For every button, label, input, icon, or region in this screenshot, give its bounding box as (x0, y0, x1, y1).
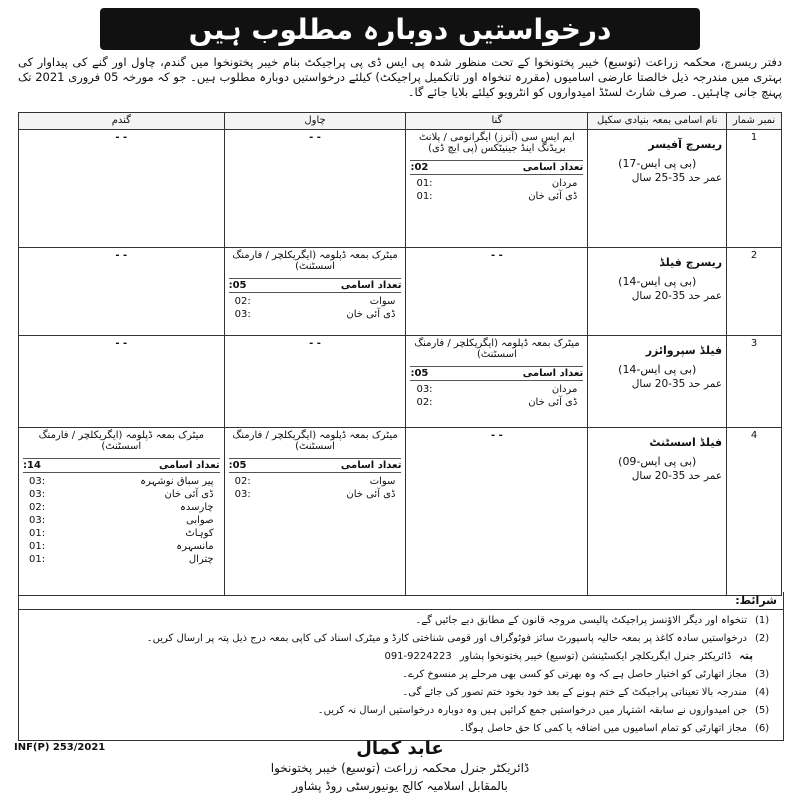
table-header-row (19, 113, 782, 130)
district-name: ڈی آئی خان (528, 397, 578, 408)
district-row (410, 396, 583, 409)
rice-cell (224, 248, 406, 336)
sugarcane-cell (406, 336, 588, 428)
district-row (410, 177, 583, 190)
phone-number: 091-9224223 (384, 651, 452, 662)
row-no: 3 (727, 336, 782, 428)
condition-item (25, 702, 777, 720)
count-value: 05: (228, 460, 247, 471)
post-title: فیلڈ سپروائزر (645, 344, 723, 357)
count-label: تعداد اسامی (522, 368, 584, 379)
post-age: عمر حد 35-20 سال (631, 290, 723, 302)
table-row (19, 130, 782, 248)
inf-reference: INF(P) 253/2021 (14, 742, 106, 753)
post-count (229, 278, 402, 293)
row-no: 4 (727, 428, 782, 596)
district-row (410, 190, 583, 203)
district-row (23, 501, 220, 514)
district-count: 03: (29, 515, 46, 526)
qualification: میٹرک بمعہ ڈپلومہ (ایگریکلچر / فارمنگ اسسٹنٹ) (232, 250, 398, 272)
count-label: تعداد اسامی (159, 460, 220, 471)
condition-text: مجاز اتھارٹی کو تمام اسامیوں میں اضافہ یا کمی کا حق حاصل ہوگا۔ (459, 723, 747, 734)
district-name: مردان (551, 178, 578, 189)
count-value: 14: (23, 460, 41, 471)
row-no: 2 (727, 248, 782, 336)
condition-text: مندرجہ بالا تعیناتی پراجیکٹ کے ختم ہونے کے بعد خود بخود ختم تصور کی جائے گی۔ (402, 687, 747, 698)
qualification: میٹرک بمعہ ڈپلومہ (ایگریکلچر / فارمنگ اسسٹنٹ) (38, 430, 204, 452)
district-name: ڈی آئی خان (164, 489, 214, 500)
rice-cell: - - (224, 130, 406, 248)
table-row (19, 428, 782, 596)
post-count (229, 458, 402, 473)
page-title-banner (100, 8, 700, 50)
vacancy-table (18, 112, 782, 596)
district-name: ڈی آئی خان (346, 489, 396, 500)
district-name: کوہاٹ (185, 528, 214, 539)
count-value: 02: (410, 162, 429, 173)
post-cell (588, 130, 727, 248)
col-header-wheat: گندم (19, 113, 225, 130)
district-row (23, 553, 220, 566)
condition-text: مجاز اتھارٹی کو اختیار حاصل ہے کہ وہ بھرتی کو کسی بھی مرحلے پر منسوخ کرے۔ (402, 669, 747, 680)
row-no: 1 (727, 130, 782, 248)
signatory-name: عابد کمال (356, 738, 444, 759)
post-grade: (بی پی ایس-14) (618, 275, 697, 288)
address-text: ڈائریکٹر جنرل ایگریکلچر ایکسٹینشن (توسیع) خیبر پختونخوا پشاور (459, 651, 732, 662)
count-label: تعداد اسامی (340, 460, 402, 471)
district-row (229, 295, 402, 308)
wheat-cell: - - (19, 336, 225, 428)
district-count: 03: (234, 309, 251, 320)
district-row (23, 514, 220, 527)
condition-text: تنخواہ اور دیگر الاؤنسز پراجیکٹ پالیسی مروجہ قانون کے مطابق دیے جائیں گے۔ (415, 615, 747, 626)
post-grade: (بی پی ایس-17) (618, 157, 697, 170)
post-title: فیلڈ اسسٹنٹ (649, 436, 723, 449)
district-count: 01: (29, 528, 46, 539)
condition-number: (1) (755, 615, 770, 626)
rice-cell (224, 428, 406, 596)
district-count: 01: (29, 554, 46, 565)
count-label: تعداد اسامی (522, 162, 584, 173)
sugarcane-cell: - - (406, 428, 588, 596)
wheat-cell (19, 428, 225, 596)
district-row (229, 308, 402, 321)
district-count: 01: (29, 541, 46, 552)
qualification: میٹرک بمعہ ڈپلومہ (ایگریکلچر / فارمنگ اسسٹنٹ) (232, 430, 398, 452)
condition-text: جن امیدواروں نے سابقہ اشتہار میں درخواستیں جمع کرائیں ہیں وہ دوبارہ درخواستیں ارسال نہ کریں۔ (317, 705, 747, 716)
district-count: 01: (416, 178, 433, 189)
post-cell (588, 428, 727, 596)
sugarcane-cell (406, 130, 588, 248)
district-name: چترال (188, 554, 214, 565)
count-value: 05: (228, 280, 247, 291)
district-name: مردان (551, 384, 578, 395)
district-row (23, 488, 220, 501)
conditions-list (19, 610, 783, 740)
wheat-cell: - - (19, 130, 225, 248)
condition-text: درخواستیں سادہ کاغذ پر بمعہ حالیہ پاسپورٹ سائز فوٹوگراف اور قومی شناختی کارڈ و میٹرک اسناد کی کاپی بمعہ درج ذیل پتہ پر ارسال کریں۔ (146, 633, 747, 644)
col-header-rice: چاول (224, 113, 406, 130)
district-name: سوات (369, 476, 396, 487)
condition-item (25, 684, 777, 702)
district-count: 03: (416, 384, 433, 395)
district-count: 02: (234, 476, 251, 487)
address-label: پتہ (739, 651, 753, 662)
district-row (23, 527, 220, 540)
condition-number: (2) (755, 633, 770, 644)
qualification: میٹرک بمعہ ڈپلومہ (ایگریکلچر / فارمنگ اسسٹنٹ) (414, 338, 580, 360)
conditions-heading: شرائط: (19, 592, 783, 610)
district-name: صوابی (186, 515, 214, 526)
condition-number: (5) (755, 705, 770, 716)
post-count (23, 458, 220, 473)
district-count: 02: (416, 397, 433, 408)
district-count: 03: (29, 489, 46, 500)
post-title: ریسرچ آفیسر (648, 138, 723, 151)
district-row (229, 475, 402, 488)
condition-item (25, 612, 777, 630)
post-title: ریسرچ فیلڈ (659, 256, 723, 269)
condition-number: (4) (755, 687, 770, 698)
signatory-designation: ڈائریکٹر جنرل محکمہ زراعت (توسیع) خیبر پختونخوا (270, 761, 530, 775)
col-header-sugarcane: گنا (406, 113, 588, 130)
district-row (23, 475, 220, 488)
post-age: عمر حد 35-20 سال (631, 470, 723, 482)
post-grade: (بی پی ایس-09) (618, 455, 697, 468)
district-count: 02: (234, 296, 251, 307)
post-cell (588, 336, 727, 428)
conditions-box (18, 592, 784, 741)
post-age: عمر حد 35-20 سال (631, 378, 723, 390)
wheat-cell: - - (19, 248, 225, 336)
district-count: 02: (29, 502, 46, 513)
condition-number: (3) (755, 669, 770, 680)
count-label: تعداد اسامی (340, 280, 402, 291)
col-header-post: نام اسامی بمعہ بنیادی سکیل (588, 113, 727, 130)
district-name: چارسدہ (180, 502, 214, 513)
qualification: ایم ایس سی (آنرز) ایگرانومی / پلانٹ بریڈنگ اینڈ جینیٹکس (پی ایچ ڈی) (418, 132, 575, 154)
address-line (25, 648, 777, 666)
intro-line-2: عارضی اسامیوں (مقررہ تنخواہ اور تاتکمیل پراجیکٹ) کیلئے درخواستیں دوبارہ مطلوب ہیں۔ جو کہ مورخہ 05 فروری 2021 تک پہنچ جانی چاہئیں۔ صرف شارٹ لسٹڈ (18, 70, 782, 99)
sugarcane-cell: - - (406, 248, 588, 336)
post-cell (588, 248, 727, 336)
page-title: درخواستیں دوبارہ مطلوب ہیں (188, 12, 612, 46)
district-name: سوات (369, 296, 396, 307)
intro-paragraph (18, 55, 782, 100)
col-header-no: نمبر شمار (727, 113, 782, 130)
condition-item (25, 720, 777, 738)
district-count: 03: (234, 489, 251, 500)
intro-line-3: امیدواروں کو انٹرویو کیلئے بلایا جائے گا۔ (407, 85, 596, 99)
condition-number: (6) (755, 723, 770, 734)
table-row (19, 248, 782, 336)
district-row (23, 540, 220, 553)
signatory-address: بالمقابل اسلامیہ کالج یونیورسٹی روڈ پشاور (292, 779, 508, 793)
district-name: پیر سباق نوشہرہ (140, 476, 214, 487)
signature-block (250, 738, 550, 795)
post-count (410, 160, 583, 175)
district-name: مانسہرہ (176, 541, 214, 552)
count-value: 05: (410, 368, 429, 379)
post-age: عمر حد 35-25 سال (631, 172, 723, 184)
district-count: 03: (29, 476, 46, 487)
condition-item (25, 630, 777, 648)
district-name: ڈی آئی خان (346, 309, 396, 320)
district-row (410, 383, 583, 396)
district-name: ڈی آئی خان (528, 191, 578, 202)
district-count: 01: (416, 191, 433, 202)
post-count (410, 366, 583, 381)
district-row (229, 488, 402, 501)
condition-item (25, 666, 777, 684)
intro-line-1: دفتر ریسرچ، محکمہ زراعت (توسیع) خیبر پختونخوا کے تحت منظور شدہ پی ایس ڈی پی پراجیکٹ بنام خیبر پختونخوا میں گندم، چاول اور گنے کی پیداوار کی بہتری میں مندرجہ ذیل خالصتا (18, 55, 783, 84)
table-row (19, 336, 782, 428)
rice-cell: - - (224, 336, 406, 428)
post-grade: (بی پی ایس-14) (618, 363, 697, 376)
